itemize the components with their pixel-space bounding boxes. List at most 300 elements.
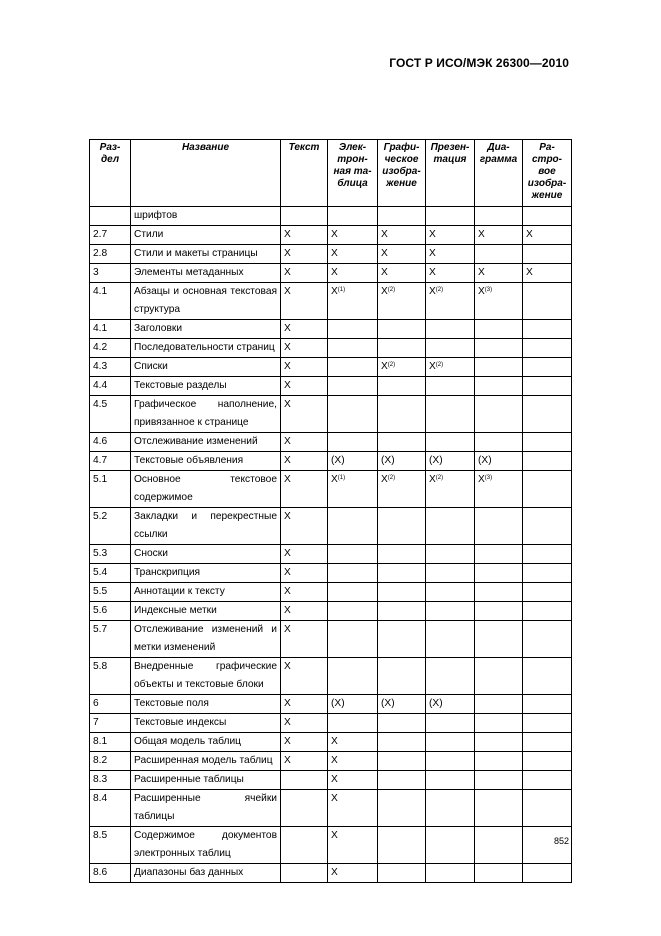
header-line: жение: [386, 178, 417, 189]
cell-text: X: [281, 226, 328, 245]
cell-raster-image: [523, 339, 572, 358]
cell-section: 8.6: [90, 864, 131, 883]
header-line: стро-: [532, 154, 562, 165]
header-line: Название: [181, 142, 230, 153]
cell-chart: [475, 471, 523, 508]
header-line: Текст: [288, 142, 320, 153]
cell-text: X: [281, 583, 328, 602]
cell-raster-image: [523, 471, 572, 508]
cell-name: Расширенные ячейки таблицы: [131, 790, 281, 827]
cell-presentation: [426, 377, 475, 396]
cell-presentation: [426, 545, 475, 564]
cell-name: Последовательности страниц: [131, 339, 281, 358]
table-row: [90, 264, 572, 283]
cell-section: 8.1: [90, 733, 131, 752]
cell-name: Заголовки: [131, 320, 281, 339]
cell-presentation: [426, 621, 475, 658]
cell-spreadsheet: [328, 564, 378, 583]
cell-chart: [475, 545, 523, 564]
table-row: [90, 226, 572, 245]
header-line: грамма: [479, 154, 518, 165]
header-name: [131, 140, 281, 207]
cell-graphics: [378, 658, 426, 695]
cell-raster-image: [523, 695, 572, 714]
cell-graphics: [378, 583, 426, 602]
cell-name: Сноски: [131, 545, 281, 564]
cell-text: [281, 771, 328, 790]
table-row: [90, 790, 572, 827]
mark-value: X: [478, 286, 485, 297]
cell-text: X: [281, 377, 328, 396]
cell-presentation: [426, 339, 475, 358]
cell-presentation: [426, 602, 475, 621]
header-spreadsheet: [328, 140, 378, 207]
header-line: изобра-: [382, 166, 421, 177]
cell-graphics: [378, 864, 426, 883]
cell-text: X: [281, 733, 328, 752]
cell-name: Расширенные таблицы: [131, 771, 281, 790]
header-line: Раз-: [99, 142, 121, 153]
cell-raster-image: [523, 207, 572, 226]
cell-spreadsheet: X: [328, 864, 378, 883]
cell-text: X: [281, 508, 328, 545]
cell-raster-image: X: [523, 264, 572, 283]
mark-value: X: [429, 361, 436, 372]
cell-raster-image: X: [523, 226, 572, 245]
header-section: [90, 140, 131, 207]
mark-value: X: [429, 286, 436, 297]
cell-presentation: [426, 583, 475, 602]
cell-section: 5.1: [90, 471, 131, 508]
header-raster-image: [523, 140, 572, 207]
cell-section: 8.2: [90, 752, 131, 771]
document-header-title: ГОСТ Р ИСО/МЭК 26300—2010: [389, 56, 569, 70]
cell-presentation: [426, 320, 475, 339]
cell-name: Отслеживание изменений: [131, 433, 281, 452]
cell-section: 4.6: [90, 433, 131, 452]
cell-chart: [475, 695, 523, 714]
cell-text: X: [281, 545, 328, 564]
cell-spreadsheet: [328, 377, 378, 396]
cell-presentation: [426, 771, 475, 790]
mark-footnote: (2): [387, 287, 396, 293]
table-row: [90, 733, 572, 752]
header-line: Графи-: [383, 142, 420, 153]
cell-raster-image: [523, 377, 572, 396]
table-row: [90, 864, 572, 883]
cell-presentation: [426, 827, 475, 864]
cell-presentation: (X): [426, 695, 475, 714]
mark-value: X: [381, 474, 388, 485]
cell-spreadsheet: [328, 621, 378, 658]
cell-spreadsheet: [328, 358, 378, 377]
cell-spreadsheet: [328, 602, 378, 621]
cell-name: Текстовые поля: [131, 695, 281, 714]
table-row: [90, 377, 572, 396]
cell-presentation: [426, 508, 475, 545]
cell-raster-image: [523, 583, 572, 602]
cell-chart: [475, 433, 523, 452]
cell-name: Закладки и перекрестные ссылки: [131, 508, 281, 545]
cell-spreadsheet: X: [328, 790, 378, 827]
cell-spreadsheet: [328, 508, 378, 545]
cell-chart: [475, 583, 523, 602]
cell-section: 4.1: [90, 320, 131, 339]
cell-spreadsheet: [328, 320, 378, 339]
cell-text: [281, 827, 328, 864]
cell-section: 5.8: [90, 658, 131, 695]
cell-text: X: [281, 433, 328, 452]
cell-text: X: [281, 452, 328, 471]
cell-section: 4.3: [90, 358, 131, 377]
cell-name: Абзацы и основная текстовая структура: [131, 283, 281, 320]
mark-footnote: (2): [435, 362, 444, 368]
cell-spreadsheet: (X): [328, 695, 378, 714]
cell-spreadsheet: [328, 583, 378, 602]
table-row: [90, 564, 572, 583]
cell-graphics: [378, 733, 426, 752]
table-row: [90, 771, 572, 790]
mark-footnote: (2): [387, 475, 396, 481]
cell-text: [281, 864, 328, 883]
cell-name: Списки: [131, 358, 281, 377]
cell-text: X: [281, 358, 328, 377]
cell-presentation: X: [426, 264, 475, 283]
cell-raster-image: [523, 621, 572, 658]
header-line: вое: [538, 166, 556, 177]
mark-value: X: [429, 474, 436, 485]
cell-name: Расширенная модель таблиц: [131, 752, 281, 771]
cell-raster-image: [523, 658, 572, 695]
cell-name: Стили: [131, 226, 281, 245]
cell-name: Основное текстовое содержимое: [131, 471, 281, 508]
cell-spreadsheet: [328, 396, 378, 433]
cell-name: Индексные метки: [131, 602, 281, 621]
cell-text: X: [281, 339, 328, 358]
cell-graphics: [378, 320, 426, 339]
cell-name: Содержимое документов электронных таблиц: [131, 827, 281, 864]
feature-support-table: [89, 139, 572, 883]
cell-graphics: [378, 771, 426, 790]
cell-raster-image: [523, 452, 572, 471]
header-graphics: [378, 140, 426, 207]
cell-raster-image: [523, 864, 572, 883]
mark-footnote: (1): [337, 287, 346, 293]
cell-section: 7: [90, 714, 131, 733]
cell-chart: [475, 283, 523, 320]
cell-text: X: [281, 283, 328, 320]
cell-text: X: [281, 621, 328, 658]
cell-name: Общая модель таблиц: [131, 733, 281, 752]
cell-name: Внедренные графические объекты и текстовые блоки: [131, 658, 281, 695]
table-row: [90, 452, 572, 471]
mark-footnote: (2): [435, 287, 444, 293]
cell-raster-image: [523, 358, 572, 377]
cell-chart: X: [475, 264, 523, 283]
cell-chart: [475, 358, 523, 377]
header-line: блица: [337, 178, 368, 189]
cell-name: Стили и макеты страницы: [131, 245, 281, 264]
cell-section: 3: [90, 264, 131, 283]
table-row: [90, 283, 572, 320]
table-row: [90, 471, 572, 508]
table-header-row: [90, 140, 572, 207]
table-row: [90, 695, 572, 714]
cell-text: X: [281, 695, 328, 714]
cell-graphics: (X): [378, 695, 426, 714]
cell-presentation: [426, 790, 475, 827]
cell-name: шрифтов: [131, 207, 281, 226]
cell-section: 5.3: [90, 545, 131, 564]
cell-text: X: [281, 245, 328, 264]
cell-graphics: [378, 602, 426, 621]
cell-presentation: [426, 358, 475, 377]
mark-footnote: (2): [387, 362, 396, 368]
table-row: [90, 508, 572, 545]
header-chart: [475, 140, 523, 207]
cell-graphics: [378, 377, 426, 396]
table-row: [90, 396, 572, 433]
cell-graphics: [378, 339, 426, 358]
header-line: трон-: [337, 154, 368, 165]
cell-graphics: [378, 358, 426, 377]
cell-spreadsheet: X: [328, 752, 378, 771]
cell-presentation: [426, 207, 475, 226]
cell-section: 4.7: [90, 452, 131, 471]
cell-name: Диапазоны баз данных: [131, 864, 281, 883]
cell-section: 2.7: [90, 226, 131, 245]
cell-spreadsheet: [328, 714, 378, 733]
header-line: тация: [433, 154, 467, 165]
table-row: [90, 358, 572, 377]
cell-presentation: X: [426, 226, 475, 245]
cell-name: Текстовые разделы: [131, 377, 281, 396]
cell-graphics: [378, 564, 426, 583]
page-number: 852: [553, 836, 569, 846]
mark-footnote: (1): [337, 475, 346, 481]
table-row: [90, 433, 572, 452]
cell-graphics: [378, 621, 426, 658]
table-row: [90, 207, 572, 226]
cell-presentation: [426, 752, 475, 771]
cell-spreadsheet: X: [328, 827, 378, 864]
cell-text: X: [281, 320, 328, 339]
cell-presentation: (X): [426, 452, 475, 471]
table-row: [90, 545, 572, 564]
cell-text: X: [281, 564, 328, 583]
cell-raster-image: [523, 771, 572, 790]
cell-presentation: [426, 864, 475, 883]
cell-section: 8.4: [90, 790, 131, 827]
table-row: [90, 827, 572, 864]
cell-section: 2.8: [90, 245, 131, 264]
mark-value: X: [331, 286, 338, 297]
cell-chart: [475, 396, 523, 433]
cell-section: 4.5: [90, 396, 131, 433]
header-text: [281, 140, 328, 207]
cell-presentation: [426, 433, 475, 452]
cell-raster-image: [523, 545, 572, 564]
cell-chart: [475, 827, 523, 864]
cell-chart: [475, 790, 523, 827]
table-row: [90, 658, 572, 695]
cell-chart: [475, 339, 523, 358]
cell-presentation: X: [426, 245, 475, 264]
table-row: [90, 320, 572, 339]
cell-graphics: [378, 827, 426, 864]
cell-graphics: [378, 790, 426, 827]
table-row: [90, 714, 572, 733]
cell-raster-image: [523, 790, 572, 827]
cell-presentation: [426, 396, 475, 433]
mark-value: X: [478, 474, 485, 485]
cell-section: 8.5: [90, 827, 131, 864]
cell-graphics: [378, 545, 426, 564]
cell-section: 4.4: [90, 377, 131, 396]
cell-presentation: [426, 283, 475, 320]
cell-section: 5.7: [90, 621, 131, 658]
cell-presentation: [426, 714, 475, 733]
cell-graphics: [378, 433, 426, 452]
cell-text: X: [281, 658, 328, 695]
table-row: [90, 752, 572, 771]
cell-graphics: [378, 752, 426, 771]
cell-name: Графическое наполнение, привязанное к странице: [131, 396, 281, 433]
cell-chart: [475, 245, 523, 264]
header-line: изобра-: [527, 178, 567, 189]
cell-section: 4.2: [90, 339, 131, 358]
cell-chart: [475, 602, 523, 621]
cell-chart: [475, 621, 523, 658]
cell-name: Аннотации к тексту: [131, 583, 281, 602]
cell-chart: (X): [475, 452, 523, 471]
cell-graphics: [378, 508, 426, 545]
header-line: Презен-: [430, 142, 470, 153]
cell-raster-image: [523, 396, 572, 433]
cell-raster-image: [523, 245, 572, 264]
cell-graphics: [378, 396, 426, 433]
mark-footnote: (3): [484, 475, 493, 481]
cell-text: [281, 207, 328, 226]
cell-name: Транскрипция: [131, 564, 281, 583]
cell-raster-image: [523, 283, 572, 320]
mark-footnote: (2): [435, 475, 444, 481]
cell-spreadsheet: [328, 658, 378, 695]
cell-raster-image: [523, 733, 572, 752]
cell-name: Текстовые индексы: [131, 714, 281, 733]
cell-chart: [475, 771, 523, 790]
cell-raster-image: [523, 508, 572, 545]
cell-spreadsheet: [328, 471, 378, 508]
cell-name: Текстовые объявления: [131, 452, 281, 471]
header-line: Элек-: [338, 142, 367, 153]
cell-presentation: [426, 564, 475, 583]
header-line: Диа-: [487, 142, 510, 153]
mark-footnote: (3): [484, 287, 493, 293]
header-line: ческое: [384, 154, 419, 165]
cell-graphics: X: [378, 264, 426, 283]
cell-chart: [475, 752, 523, 771]
mark-value: X: [381, 286, 388, 297]
table-row: [90, 245, 572, 264]
cell-spreadsheet: X: [328, 226, 378, 245]
cell-raster-image: [523, 752, 572, 771]
header-line: дел: [100, 154, 120, 165]
header-line: жение: [531, 190, 563, 201]
cell-presentation: [426, 658, 475, 695]
cell-text: X: [281, 752, 328, 771]
cell-graphics: [378, 714, 426, 733]
cell-spreadsheet: [328, 545, 378, 564]
cell-raster-image: [523, 714, 572, 733]
cell-graphics: [378, 207, 426, 226]
cell-section: 6: [90, 695, 131, 714]
cell-text: X: [281, 264, 328, 283]
cell-chart: [475, 733, 523, 752]
header-presentation: [426, 140, 475, 207]
cell-graphics: (X): [378, 452, 426, 471]
table-row: [90, 339, 572, 358]
cell-spreadsheet: [328, 339, 378, 358]
cell-chart: [475, 320, 523, 339]
cell-text: X: [281, 602, 328, 621]
cell-chart: [475, 564, 523, 583]
cell-section: 5.6: [90, 602, 131, 621]
cell-raster-image: [523, 320, 572, 339]
cell-spreadsheet: [328, 283, 378, 320]
table-row: [90, 621, 572, 658]
cell-spreadsheet: [328, 207, 378, 226]
cell-graphics: X: [378, 245, 426, 264]
cell-graphics: [378, 283, 426, 320]
cell-chart: X: [475, 226, 523, 245]
cell-raster-image: [523, 602, 572, 621]
header-line: ная та-: [333, 166, 372, 177]
cell-raster-image: [523, 564, 572, 583]
cell-section: 4.1: [90, 283, 131, 320]
cell-spreadsheet: (X): [328, 452, 378, 471]
cell-name: Элементы метаданных: [131, 264, 281, 283]
cell-text: X: [281, 714, 328, 733]
cell-presentation: [426, 733, 475, 752]
cell-text: X: [281, 471, 328, 508]
mark-value: X: [381, 361, 388, 372]
cell-text: X: [281, 396, 328, 433]
cell-chart: [475, 864, 523, 883]
cell-chart: [475, 508, 523, 545]
table-row: [90, 583, 572, 602]
header-line: Ра-: [539, 142, 555, 153]
cell-section: 8.3: [90, 771, 131, 790]
table-row: [90, 602, 572, 621]
cell-section: [90, 207, 131, 226]
cell-section: 5.4: [90, 564, 131, 583]
cell-name: Отслеживание изменений и метки изменений: [131, 621, 281, 658]
cell-spreadsheet: X: [328, 771, 378, 790]
cell-spreadsheet: X: [328, 733, 378, 752]
cell-chart: [475, 207, 523, 226]
cell-graphics: X: [378, 226, 426, 245]
cell-chart: [475, 714, 523, 733]
cell-presentation: [426, 471, 475, 508]
cell-chart: [475, 377, 523, 396]
cell-spreadsheet: [328, 433, 378, 452]
cell-section: 5.5: [90, 583, 131, 602]
cell-graphics: [378, 471, 426, 508]
cell-text: [281, 790, 328, 827]
cell-spreadsheet: X: [328, 245, 378, 264]
cell-spreadsheet: X: [328, 264, 378, 283]
